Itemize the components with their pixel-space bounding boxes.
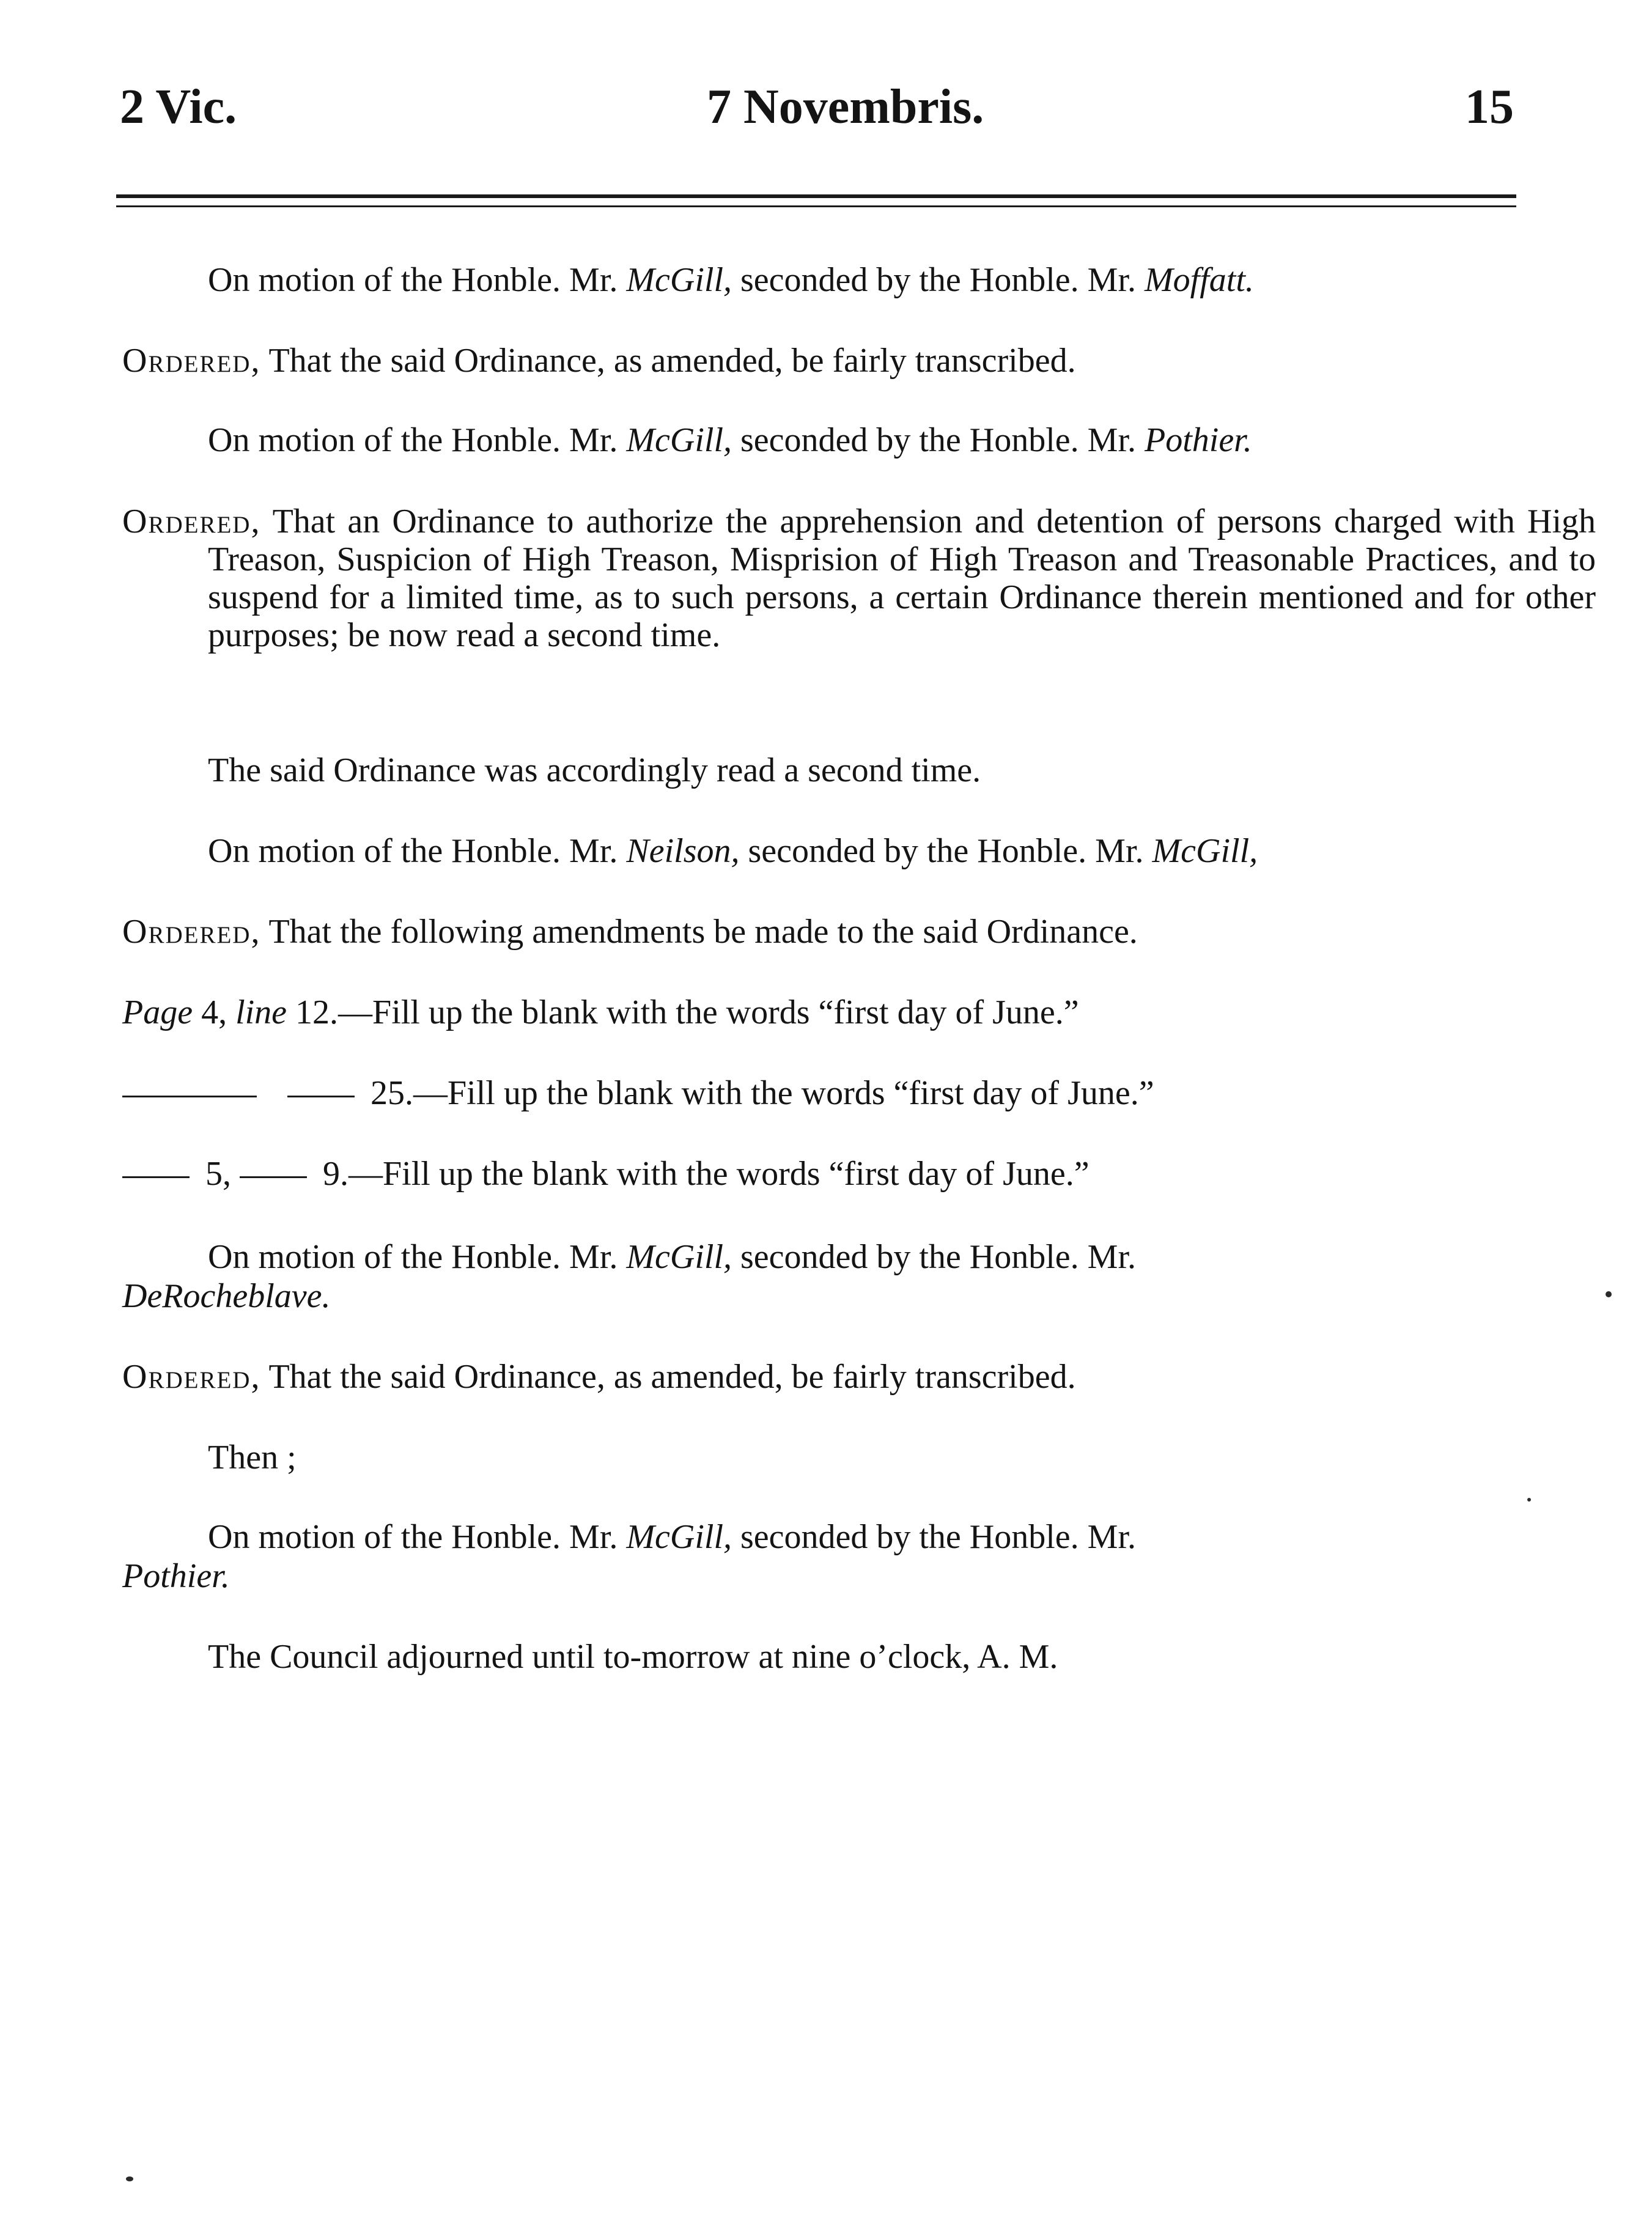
seconder-name: Pothier. (122, 1557, 230, 1595)
scan-speck (126, 2176, 133, 2181)
statement-text: The said Ordinance was accordingly read a second time. (208, 751, 981, 789)
motion-text: On motion of the Honble. Mr. (208, 421, 627, 459)
seconder-name: Moffatt. (1145, 261, 1254, 299)
mover-name: McGill, (626, 421, 732, 459)
motion-paragraph (122, 1517, 1596, 1596)
motion-text: seconded by the Honble. Mr. (739, 832, 1152, 870)
ordered-label: Ordered, (122, 913, 261, 951)
motion-text: On motion of the Honble. Mr. (208, 1238, 627, 1276)
page-label: Page (122, 993, 193, 1031)
ordered-label: Ordered, (122, 503, 261, 540)
motion-text: seconded by the Honble. Mr. (732, 1518, 1136, 1556)
adjournment-paragraph (122, 1637, 1596, 1676)
page-reference: 4, (201, 993, 227, 1031)
seconder-name: DeRocheblave. (122, 1277, 331, 1315)
header-rule-thin (116, 205, 1516, 207)
ordered-label: Ordered, (122, 342, 261, 380)
motion-text: seconded by the Honble. Mr. (732, 261, 1145, 299)
mover-name: Neilson, (626, 832, 740, 870)
order-paragraph (122, 912, 1510, 951)
line-reference: 25. (371, 1074, 413, 1112)
motion-paragraph (122, 831, 1596, 871)
amendment-line (122, 993, 1510, 1032)
motion-paragraph (122, 260, 1596, 300)
line-label: line (235, 993, 287, 1031)
mover-name: McGill, (626, 1518, 732, 1556)
mover-name: McGill, (626, 261, 732, 299)
regnal-year: 2 Vic. (120, 80, 237, 134)
page-number: 15 (1465, 80, 1514, 134)
seconder-name: Pothier. (1145, 421, 1252, 459)
motion-text: seconded by the Honble. Mr. (732, 421, 1145, 459)
order-text: That an Ordinance to authorize the apprehension and detention of persons charged with High Treason, Suspicion of High Treason, Misprision of High Treason and Treasonable Practices, and to suspend for a limited time, as to such persons, a certain Ordinance therein mentioned and for other purposes; be now read a second time. (208, 503, 1596, 654)
page-reference: 5, (205, 1155, 231, 1193)
seconder-name: McGill, (1152, 832, 1258, 870)
order-paragraph (122, 341, 1510, 380)
order-text: That the said Ordinance, as amended, be fairly transcribed. (260, 342, 1076, 380)
scan-speck (1527, 1498, 1531, 1502)
motion-text: On motion of the Honble. Mr. (208, 1518, 627, 1556)
amendment-text: —Fill up the blank with the words “first day of June.” (348, 1155, 1090, 1193)
motion-paragraph (122, 1237, 1596, 1316)
statement-paragraph (122, 1438, 1596, 1477)
ditto-rule-page (122, 1176, 190, 1178)
motion-text: On motion of the Honble. Mr. (208, 261, 627, 299)
order-text: That the said Ordinance, as amended, be fairly transcribed. (260, 1358, 1076, 1396)
ordered-label: Ordered, (122, 1358, 261, 1396)
ditto-rule-page (122, 1096, 257, 1097)
motion-text: seconded by the Honble. Mr. (732, 1238, 1136, 1276)
statement-paragraph (122, 751, 1596, 790)
amendment-text: —Fill up the blank with the words “first day of June.” (413, 1074, 1154, 1112)
header-rule-thick (116, 194, 1516, 198)
running-header (120, 73, 1514, 141)
order-paragraph (122, 1357, 1510, 1396)
line-reference: 12. (295, 993, 339, 1031)
amendment-text: —Fill up the blank with the words “first day of June.” (338, 993, 1079, 1031)
scan-speck (1606, 1291, 1612, 1297)
ditto-rule-line (287, 1096, 355, 1097)
adjournment-text: The Council adjourned until to-morrow at nine o’clock, A. M. (208, 1638, 1058, 1676)
order-text: That the following amendments be made to the said Ordinance. (260, 913, 1138, 951)
header-date: 7 Novembris. (707, 80, 984, 134)
motion-paragraph (122, 421, 1596, 460)
mover-name: McGill, (626, 1238, 732, 1276)
amendment-line (122, 1154, 1510, 1193)
ditto-rule-line (240, 1176, 307, 1178)
amendment-line (122, 1074, 1510, 1113)
line-reference: 9. (323, 1155, 348, 1193)
order-paragraph (122, 503, 1596, 654)
motion-text: On motion of the Honble. Mr. (208, 832, 627, 870)
statement-text: Then ; (208, 1439, 297, 1476)
